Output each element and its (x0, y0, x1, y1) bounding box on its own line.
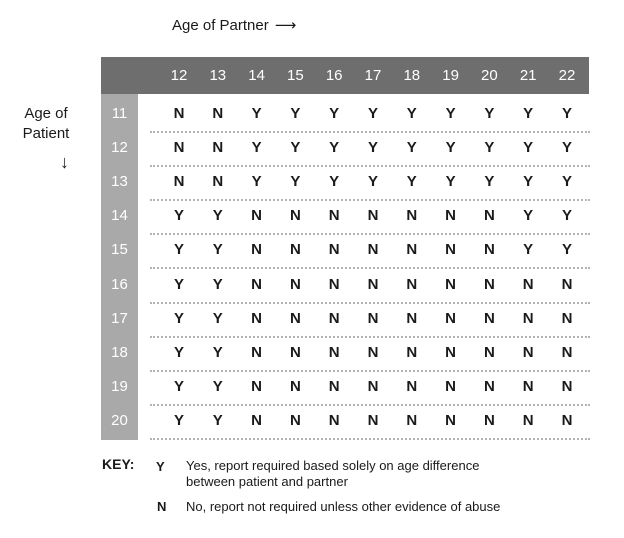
row-header-14: 14 (111, 207, 128, 225)
grid-cell: Y (329, 173, 340, 191)
grid-cell: Y (406, 139, 417, 157)
grid-cell: N (406, 343, 418, 361)
grid-cell: Y (561, 241, 572, 259)
grid-cell: N (522, 411, 534, 429)
grid-cell: N (212, 105, 224, 122)
grid-cell: N (406, 309, 418, 327)
grid-cell: N (522, 343, 534, 361)
grid-cell: Y (212, 309, 223, 327)
grid-cell: N (251, 275, 263, 293)
grid-cell: N (289, 241, 301, 259)
grid-cell: Y (445, 105, 456, 122)
grid-cell: Y (212, 411, 223, 429)
grid-cell: N (406, 241, 418, 259)
grid-cell: N (445, 207, 457, 225)
grid-cell: Y (561, 207, 572, 225)
column-header-bar (101, 57, 589, 94)
column-header-17: 17 (364, 67, 382, 84)
partner-age-label (172, 16, 296, 34)
grid-cell: N (251, 207, 263, 225)
row-divider (150, 131, 590, 133)
grid-cell: N (328, 343, 340, 361)
row-divider (150, 336, 590, 338)
grid-cell: N (212, 139, 224, 157)
grid-cell: Y (251, 139, 262, 157)
column-header-15: 15 (287, 67, 304, 84)
grid-cell: N (212, 173, 224, 191)
grid-cell: N (328, 241, 340, 259)
row-header-11: 11 (111, 105, 128, 122)
grid-cell: N (289, 207, 301, 225)
key-n-symbol: N (157, 499, 167, 514)
grid-cell: N (251, 309, 263, 327)
column-header-19: 19 (442, 67, 459, 84)
grid-cell: Y (173, 309, 184, 327)
grid-cell: N (561, 377, 573, 395)
grid-cell: N (289, 343, 301, 361)
grid-cell: N (173, 105, 185, 122)
row-divider (150, 267, 590, 269)
grid-cell: N (173, 173, 185, 191)
grid-cell: N (289, 275, 301, 293)
grid-cell: Y (212, 377, 223, 395)
grid-cell: N (289, 411, 301, 429)
grid-cell: Y (523, 105, 534, 122)
grid-cell: N (328, 377, 340, 395)
grid-cell: Y (406, 173, 417, 191)
grid-cell: Y (445, 173, 456, 191)
column-header-20: 20 (481, 67, 498, 84)
key-y-line1: Yes, report required based solely on age difference (186, 458, 480, 473)
key-y-symbol: Y (156, 459, 165, 474)
grid-cell: N (367, 241, 379, 259)
column-header-21: 21 (519, 67, 537, 84)
grid-cell: Y (445, 139, 456, 157)
grid-cell: N (406, 207, 418, 225)
grid-cell: N (561, 275, 573, 293)
grid-cell: N (483, 309, 495, 327)
key-n-description: No, report not required unless other evidence of abuse (186, 499, 501, 514)
grid-cell: Y (251, 105, 262, 122)
grid-cell: Y (523, 207, 534, 225)
row-header-15: 15 (111, 241, 128, 259)
patient-label-line1: Age of (24, 105, 68, 122)
row-divider (150, 438, 590, 440)
grid-cell: Y (329, 105, 340, 122)
grid-cell: N (251, 377, 263, 395)
grid-cell: Y (290, 139, 301, 157)
grid-cell: Y (173, 275, 184, 293)
grid-cell: Y (484, 105, 495, 122)
grid-cell: N (561, 343, 573, 361)
grid-cell: Y (523, 139, 534, 157)
grid-cell: N (561, 309, 573, 327)
grid-cell: Y (251, 173, 262, 191)
row-header-12: 12 (111, 139, 128, 157)
grid-cell: N (483, 275, 495, 293)
grid-cell: N (483, 343, 495, 361)
row-header-bar (101, 94, 138, 440)
grid-cell: N (251, 411, 263, 429)
grid-cell: Y (406, 105, 417, 122)
row-header-13: 13 (111, 173, 128, 191)
grid-cell: N (367, 275, 379, 293)
grid-cell: Y (173, 343, 184, 361)
grid-cell: N (445, 275, 457, 293)
row-divider (150, 165, 590, 167)
grid-cell: N (445, 241, 457, 259)
grid-cell: N (522, 377, 534, 395)
grid-cell: Y (484, 139, 495, 157)
row-header-20: 20 (111, 411, 128, 429)
grid-cell: N (522, 309, 534, 327)
grid-cell: Y (561, 105, 572, 122)
grid-cell: Y (212, 343, 223, 361)
grid-cell: Y (212, 241, 223, 259)
grid-cell: Y (173, 411, 184, 429)
right-arrow-icon: ⟶ (274, 17, 297, 34)
patient-label-line2: Patient (22, 125, 70, 142)
key-title: KEY: (102, 456, 135, 472)
row-header-18: 18 (111, 343, 128, 361)
column-header-18: 18 (403, 67, 421, 84)
grid-cell: N (251, 343, 263, 361)
grid-cell: N (483, 241, 495, 259)
down-arrow-icon: ↓ (60, 152, 69, 172)
grid-cell: Y (523, 173, 534, 191)
grid-cell: N (406, 275, 418, 293)
grid-cell: N (289, 377, 301, 395)
grid-cell: N (445, 343, 457, 361)
grid-cell: Y (561, 173, 572, 191)
patient-age-label (14, 104, 78, 144)
column-header-14: 14 (248, 67, 265, 84)
grid-cell: Y (367, 139, 378, 157)
grid-cell: N (483, 411, 495, 429)
key-y-description (186, 458, 479, 490)
grid-cell: N (173, 139, 185, 157)
grid-cell: Y (212, 275, 223, 293)
grid-cell: N (445, 411, 457, 429)
column-header-13: 13 (209, 67, 227, 84)
row-divider (150, 370, 590, 372)
grid-cell: N (328, 207, 340, 225)
grid-cell: N (367, 343, 379, 361)
grid-cell: Y (173, 241, 184, 259)
grid-cell: N (561, 411, 573, 429)
row-divider (150, 302, 590, 304)
grid-cell: Y (484, 173, 495, 191)
grid-cell: N (328, 411, 340, 429)
grid-cell: N (445, 309, 457, 327)
grid-cell: N (367, 411, 379, 429)
grid-cell: N (406, 377, 418, 395)
row-header-16: 16 (111, 275, 128, 293)
grid-cell: N (522, 275, 534, 293)
grid-cell: N (328, 275, 340, 293)
row-divider (150, 199, 590, 201)
row-header-19: 19 (111, 377, 128, 395)
partner-label-text: Age of Partner (172, 16, 269, 34)
column-header-22: 22 (558, 67, 576, 84)
column-header-12: 12 (170, 67, 188, 84)
grid-cell: Y (329, 139, 340, 157)
grid-cell: N (367, 309, 379, 327)
grid-cell: N (406, 411, 418, 429)
column-header-16: 16 (325, 67, 343, 84)
grid-cell: Y (523, 241, 534, 259)
grid-cell: N (251, 241, 263, 259)
grid-cell: Y (173, 377, 184, 395)
grid-cell: N (367, 377, 379, 395)
grid-cell: Y (367, 173, 378, 191)
grid-cell: N (328, 309, 340, 327)
grid-cell: N (445, 377, 457, 395)
grid-cell: N (483, 207, 495, 225)
row-divider (150, 404, 590, 406)
grid-cell: Y (561, 139, 572, 157)
row-divider (150, 233, 590, 235)
grid-cell: N (483, 377, 495, 395)
grid-cell: N (367, 207, 379, 225)
grid-cell: N (289, 309, 301, 327)
key-y-line2: between patient and partner (186, 474, 348, 489)
grid-cell: Y (212, 207, 223, 225)
grid-cell: Y (173, 207, 184, 225)
grid-cell: Y (290, 105, 301, 122)
row-header-17: 17 (111, 309, 128, 327)
grid-cell: Y (367, 105, 378, 122)
grid-cell: Y (290, 173, 301, 191)
